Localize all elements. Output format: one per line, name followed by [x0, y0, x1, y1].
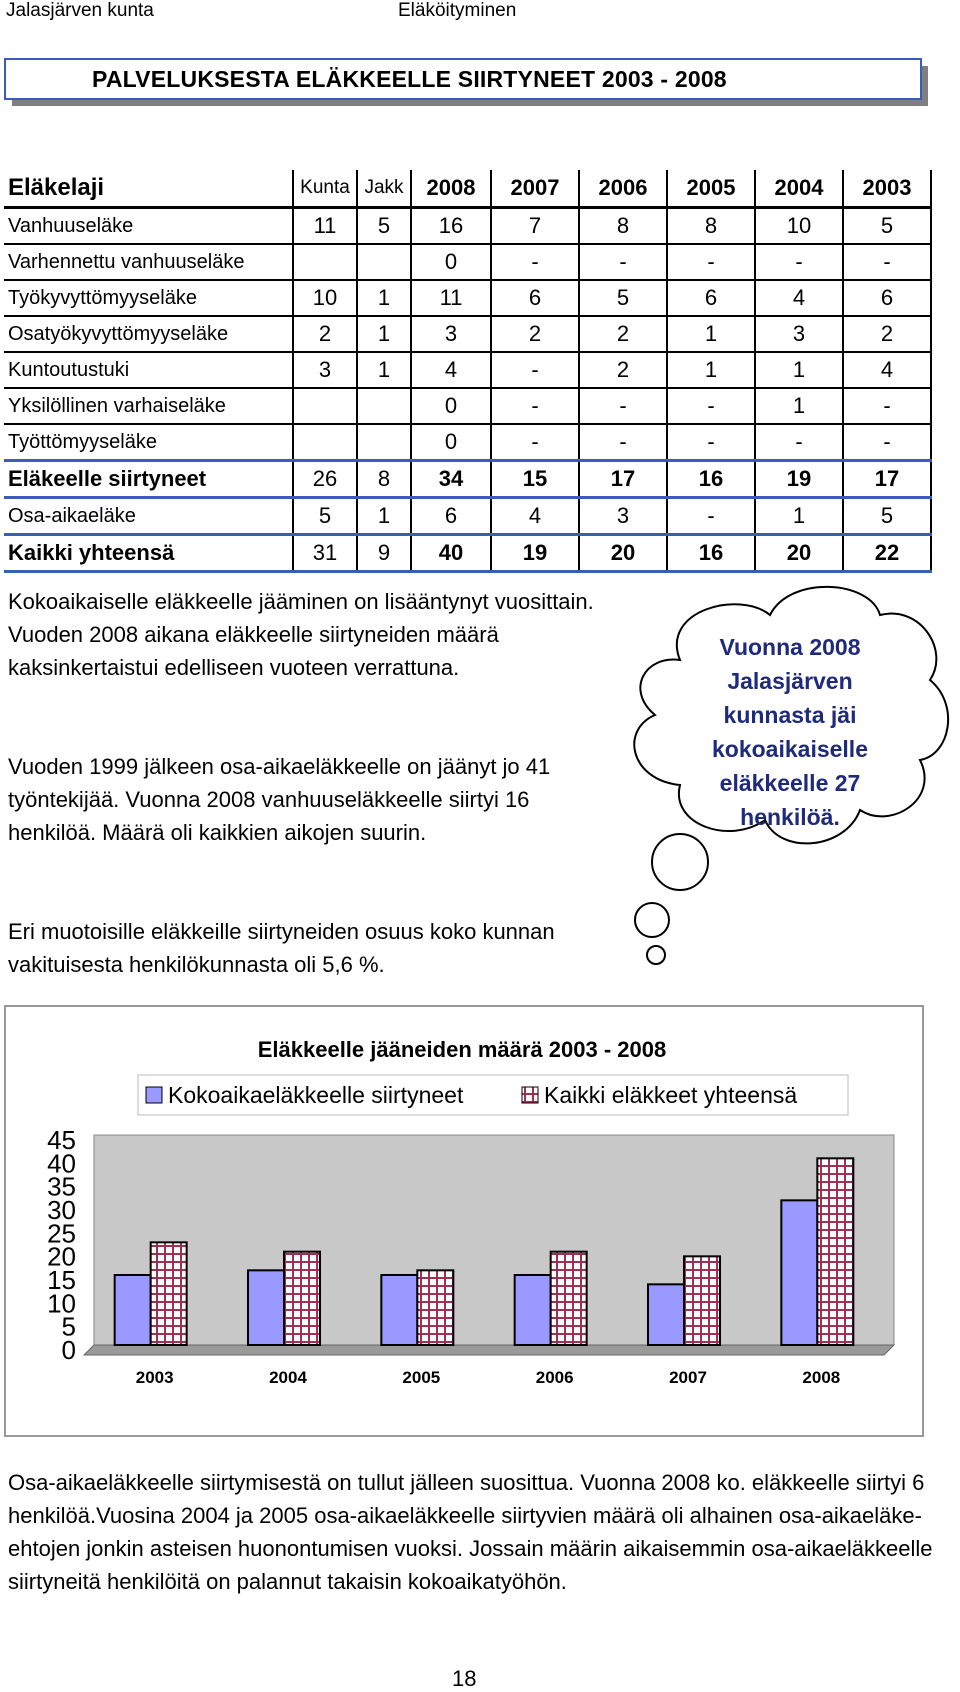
table-cell: 1 — [667, 316, 755, 352]
table-header-cell: Eläkelaji — [4, 170, 293, 208]
y-tick-label: 30 — [47, 1195, 76, 1225]
table-cell: - — [491, 424, 579, 461]
plot-floor — [84, 1345, 894, 1355]
table-cell — [357, 244, 411, 280]
legend-label-1: Kokoaikaeläkkeelle siirtyneet — [168, 1082, 464, 1108]
table-cell: - — [843, 424, 931, 461]
table-cell: - — [491, 388, 579, 424]
y-tick-label: 40 — [47, 1148, 76, 1179]
page-title: PALVELUKSESTA ELÄKKEELLE SIIRTYNEET 2003 - 2008 — [92, 66, 727, 92]
table-cell: 9 — [357, 535, 411, 572]
bar-series2 — [551, 1252, 587, 1345]
table-cell: 5 — [843, 498, 931, 535]
table-header-cell: 2007 — [491, 170, 579, 208]
x-tick-label: 2008 — [802, 1368, 841, 1387]
table-header-cell: 2005 — [667, 170, 755, 208]
table-row — [4, 352, 931, 388]
page-number: 18 — [452, 1666, 477, 1691]
table-cell: 17 — [579, 461, 667, 498]
row-label: Työkyvyttömyyseläke — [4, 280, 293, 316]
table-row — [4, 280, 931, 316]
row-label: Kuntoutustuki — [4, 352, 293, 388]
table-row — [4, 535, 931, 572]
table-cell: 16 — [667, 535, 755, 572]
legend-label-2: Kaikki eläkkeet yhteensä — [544, 1082, 798, 1108]
row-label: Työttömyyseläke — [4, 424, 293, 461]
bar-series2 — [151, 1242, 187, 1345]
table-cell: 7 — [491, 208, 579, 245]
table-cell: - — [667, 498, 755, 535]
y-tick-label: 25 — [47, 1218, 76, 1249]
table-cell: 0 — [411, 244, 491, 280]
row-label: Kaikki yhteensä — [4, 535, 293, 572]
paragraph-3: Eri muotoisille eläkkeille siirtyneiden osuus koko kunnan vakituisesta henkilökunnasta oli 5,6 %. — [8, 919, 555, 977]
table-cell: - — [843, 244, 931, 280]
table-cell: 5 — [293, 498, 357, 535]
table-header-cell: 2004 — [755, 170, 843, 208]
x-tick-label: 2003 — [135, 1368, 174, 1387]
table-cell: 40 — [411, 535, 491, 572]
x-tick-label: 2006 — [535, 1368, 574, 1387]
table-cell: 1 — [357, 280, 411, 316]
table-cell: 2 — [293, 316, 357, 352]
bar-series1 — [515, 1275, 551, 1345]
table-cell: 10 — [293, 280, 357, 316]
table-cell: 1 — [667, 352, 755, 388]
table-cell: - — [667, 424, 755, 461]
table-cell: 22 — [843, 535, 931, 572]
table-cell: 1 — [755, 498, 843, 535]
bar-series1 — [781, 1200, 817, 1345]
table-cell: 6 — [667, 280, 755, 316]
y-tick-label: 10 — [47, 1288, 76, 1319]
table-cell: 5 — [357, 208, 411, 245]
table-cell: 34 — [411, 461, 491, 498]
table-row — [4, 244, 931, 280]
table-cell: - — [579, 424, 667, 461]
table-cell: 11 — [293, 208, 357, 245]
row-label: Osatyökyvyttömyyseläke — [4, 316, 293, 352]
y-tick-label: 0 — [61, 1335, 76, 1365]
row-label: Vanhuuseläke — [4, 208, 293, 245]
table-cell: 8 — [667, 208, 755, 245]
table-cell — [293, 244, 357, 280]
table-cell: 6 — [411, 498, 491, 535]
table-header-cell: Jakk — [357, 170, 411, 208]
table-row — [4, 388, 931, 424]
table-cell: 16 — [411, 208, 491, 245]
table-cell: 2 — [843, 316, 931, 352]
table-cell — [357, 424, 411, 461]
table-row — [4, 461, 931, 498]
table-cell: - — [755, 424, 843, 461]
y-tick-label: 45 — [47, 1125, 76, 1155]
bar-series1 — [381, 1275, 417, 1345]
table-cell: 2 — [579, 352, 667, 388]
row-label: Osa-aikaeläke — [4, 498, 293, 535]
table-cell: - — [843, 388, 931, 424]
bar-series1 — [115, 1275, 151, 1345]
table-cell: 15 — [491, 461, 579, 498]
table-cell: - — [491, 352, 579, 388]
bar-chart — [4, 1005, 924, 1437]
legend-swatch-2 — [522, 1087, 538, 1103]
bar-series2 — [817, 1158, 853, 1345]
table-cell — [293, 424, 357, 461]
table-cell: 10 — [755, 208, 843, 245]
table-cell: 0 — [411, 424, 491, 461]
table-cell: 19 — [755, 461, 843, 498]
table-cell: 3 — [755, 316, 843, 352]
bar-series2 — [284, 1252, 320, 1345]
table-cell: 6 — [491, 280, 579, 316]
table-cell: 26 — [293, 461, 357, 498]
x-tick-label: 2004 — [269, 1368, 307, 1387]
table-cell: 4 — [755, 280, 843, 316]
bar-series2 — [417, 1270, 453, 1345]
table-cell: - — [755, 244, 843, 280]
table-row — [4, 424, 931, 461]
table-cell: 3 — [411, 316, 491, 352]
table-header-row — [4, 170, 931, 208]
table-header-cell: 2003 — [843, 170, 931, 208]
y-tick-label: 15 — [47, 1265, 76, 1295]
table-header-cell: 2008 — [411, 170, 491, 208]
header-section: Eläköityminen — [398, 0, 517, 21]
table-cell: 20 — [755, 535, 843, 572]
table-cell: 8 — [579, 208, 667, 245]
table-cell: - — [491, 244, 579, 280]
table-cell: 2 — [579, 316, 667, 352]
table-cell: 31 — [293, 535, 357, 572]
x-tick-label: 2005 — [402, 1368, 441, 1387]
table-header-cell: 2006 — [579, 170, 667, 208]
paragraph-4: Osa-aikaeläkkeelle siirtymisestä on tullut jälleen suosittua. Vuonna 2008 ko. eläkkeelle siirtyi 6 henkilöä.Vuosina 2004 ja 2005 osa-aikaeläkkeelle siirtyvien määrä oli alhainen osa-aikaeläke-ehtojen jonkin asteisen huonontumisen vuoksi. Jossain määrin aikaisemmin osa-aikaeläkkeelle siirtyneitä henkilöitä on palannut takaisin kokoaikatyöhön. — [8, 1470, 933, 1594]
table-cell — [293, 388, 357, 424]
table-cell: 4 — [411, 352, 491, 388]
bar-series2 — [684, 1256, 720, 1345]
chart-title: Eläkkeelle jääneiden määrä 2003 - 2008 — [257, 1037, 667, 1062]
table-row — [4, 316, 931, 352]
table-cell: 1 — [755, 352, 843, 388]
table-cell: 2 — [491, 316, 579, 352]
table-cell: - — [667, 388, 755, 424]
table-row — [4, 208, 931, 245]
table-cell: 1 — [755, 388, 843, 424]
table-row — [4, 498, 931, 535]
table-cell: 8 — [357, 461, 411, 498]
table-cell: - — [579, 388, 667, 424]
paragraph-1: Kokoaikaiselle eläkkeelle jääminen on lisääntynyt vuosittain. Vuoden 2008 aikana eläkkeelle siirtyneiden määrä kaksinkertaistui edelliseen vuoteen verrattuna. — [8, 589, 594, 680]
table-cell: 5 — [843, 208, 931, 245]
table-cell: 3 — [293, 352, 357, 388]
row-label: Eläkeelle siirtyneet — [4, 461, 293, 498]
table-cell — [357, 388, 411, 424]
table-cell: 3 — [579, 498, 667, 535]
paragraph-2: Vuoden 1999 jälkeen osa-aikaeläkkeelle on jäänyt jo 41 työntekijää. Vuonna 2008 vanhuuseläkkeelle siirtyi 16 henkilöä. Määrä oli kaikkien aikojen suurin. — [8, 754, 551, 845]
table-cell: 5 — [579, 280, 667, 316]
header-org: Jalasjärven kunta — [6, 0, 154, 21]
table-cell: 11 — [411, 280, 491, 316]
table-cell: 4 — [491, 498, 579, 535]
y-tick-label: 5 — [61, 1311, 76, 1342]
bar-series1 — [648, 1284, 684, 1345]
table-cell: 19 — [491, 535, 579, 572]
row-label: Yksilöllinen varhaiseläke — [4, 388, 293, 424]
table-cell: 0 — [411, 388, 491, 424]
plot-area — [94, 1135, 894, 1345]
table-cell: 1 — [357, 352, 411, 388]
retirement-table — [4, 170, 932, 573]
y-tick-label: 20 — [47, 1241, 76, 1272]
table-header-cell: Kunta — [293, 170, 357, 208]
table-cell: 6 — [843, 280, 931, 316]
y-tick-label: 35 — [47, 1171, 76, 1202]
table-cell: 17 — [843, 461, 931, 498]
row-label: Varhennettu vanhuuseläke — [4, 244, 293, 280]
table-cell: 16 — [667, 461, 755, 498]
bar-series1 — [248, 1270, 284, 1345]
table-cell: 20 — [579, 535, 667, 572]
table-cell: - — [579, 244, 667, 280]
table-cell: 4 — [843, 352, 931, 388]
cloud-text: Vuonna 2008 Jalasjärven kunnasta jäi kokoaikaiselle eläkkeelle 27 henkilöä. — [712, 634, 868, 830]
legend-swatch-1 — [146, 1087, 162, 1103]
table-cell: 1 — [357, 316, 411, 352]
x-tick-label: 2007 — [669, 1368, 707, 1387]
table-cell: 1 — [357, 498, 411, 535]
table-cell: - — [667, 244, 755, 280]
